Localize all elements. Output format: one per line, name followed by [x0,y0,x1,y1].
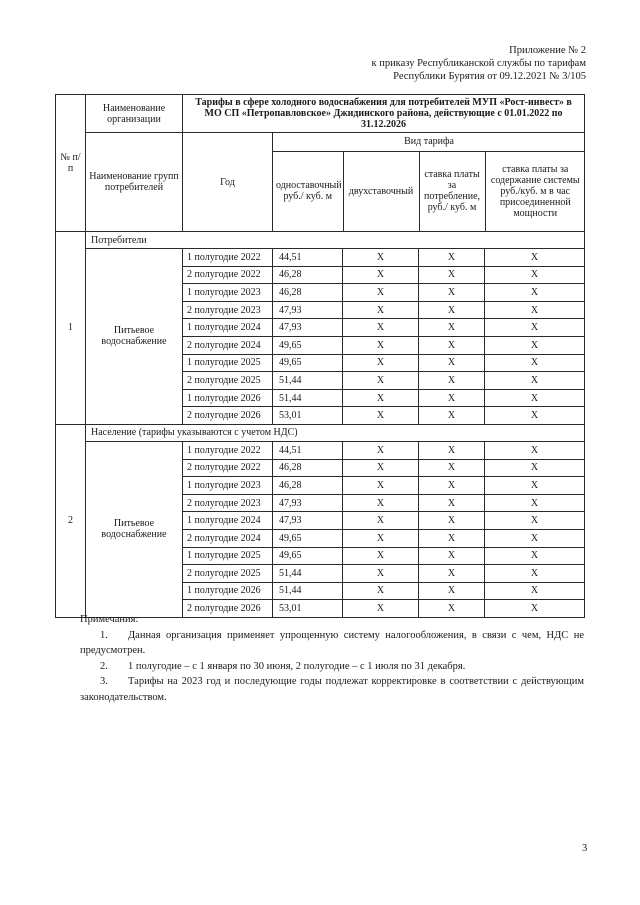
maintenance-rate-cell: Х [485,565,585,583]
header-group: Наименование групп потребителей [86,133,183,232]
sub-consumption-rate: ставка платы за потребление, руб./ куб. м [419,151,485,231]
consumption-rate-cell: Х [419,249,485,267]
period-cell: 1 полугодие 2023 [183,284,273,302]
consumption-rate-cell: Х [419,301,485,319]
tariff-type-subtable [273,133,585,231]
two-rate-cell: Х [343,407,419,425]
consumer-category: Население (тарифы указываются с учетом НДС) [86,424,585,441]
note-3-num: 3. [100,676,108,687]
one-rate-cell: 47,93 [273,301,343,319]
maintenance-rate-cell: Х [485,266,585,284]
note-3-text: Тарифы на 2023 год и последующие годы подлежат корректировке в соответствии с действующим законодательством. [80,676,584,703]
one-rate-cell: 49,65 [273,354,343,372]
appendix-number: Приложение № 2 [509,45,586,56]
note-1-text: Данная организация применяет упрощенную систему налогообложения, в связи с чем, НДС не предусмотрен. [80,629,584,656]
appendix-order-date: Республики Бурятия от 09.12.2021 № 3/105 [393,71,586,82]
consumption-rate-cell: Х [419,284,485,302]
consumption-rate-cell: Х [419,494,485,512]
maintenance-rate-cell: Х [485,600,585,618]
tariff-type-label: Вид тарифа [273,133,585,151]
period-cell: 1 полугодие 2025 [183,354,273,372]
one-rate-cell: 44,51 [273,249,343,267]
maintenance-rate-cell: Х [485,319,585,337]
period-cell: 1 полугодие 2026 [183,582,273,600]
one-rate-cell: 53,01 [273,407,343,425]
two-rate-cell: Х [343,354,419,372]
one-rate-cell: 46,28 [273,266,343,284]
period-cell: 1 полугодие 2022 [183,441,273,459]
note-2-num: 2. [100,660,108,672]
period-cell: 2 полугодие 2023 [183,301,273,319]
maintenance-rate-cell: Х [485,336,585,354]
one-rate-cell: 51,44 [273,582,343,600]
one-rate-cell: 46,28 [273,284,343,302]
note-2 [80,659,584,675]
group-number: 1 [56,232,86,425]
consumption-rate-cell: Х [419,441,485,459]
notes [80,612,584,705]
maintenance-rate-cell: Х [485,389,585,407]
consumption-rate-cell: Х [419,336,485,354]
header-num: № п/п [56,95,86,232]
maintenance-rate-cell: Х [485,582,585,600]
maintenance-rate-cell: Х [485,284,585,302]
period-cell: 2 полугодие 2024 [183,336,273,354]
consumption-rate-cell: Х [419,319,485,337]
consumer-category: Потребители [86,232,585,249]
two-rate-cell: Х [343,565,419,583]
consumption-rate-cell: Х [419,407,485,425]
one-rate-cell: 47,93 [273,319,343,337]
period-cell: 2 полугодие 2026 [183,600,273,618]
period-cell: 2 полугодие 2023 [183,494,273,512]
one-rate-cell: 51,44 [273,565,343,583]
period-cell: 1 полугодие 2026 [183,389,273,407]
period-cell: 2 полугодие 2026 [183,407,273,425]
period-cell: 1 полугодие 2022 [183,249,273,267]
consumption-rate-cell: Х [419,477,485,495]
one-rate-cell: 46,28 [273,477,343,495]
one-rate-cell: 47,93 [273,494,343,512]
note-2-text: 1 полугодие – с 1 января по 30 июня, 2 полугодие – с 1 июля по 31 декабря. [128,660,466,672]
period-cell: 1 полугодие 2024 [183,512,273,530]
supply-type: Питьевое водоснабжение [86,249,183,425]
period-cell: 2 полугодие 2025 [183,372,273,390]
appendix-header [371,44,586,83]
sub-two-rate: двухставочный [343,151,419,231]
two-rate-cell: Х [343,249,419,267]
consumption-rate-cell: Х [419,600,485,618]
two-rate-cell: Х [343,284,419,302]
one-rate-cell: 53,01 [273,600,343,618]
tariff-table [55,94,585,618]
sub-maintenance-rate: ставка платы за содержание системы руб./куб. м в час присоединенной мощности [490,163,580,219]
appendix-order-ref: к приказу Республиканской службы по тарифам [371,58,586,69]
consumption-rate-cell: Х [419,565,485,583]
consumption-rate-cell: Х [419,459,485,477]
two-rate-cell: Х [343,441,419,459]
maintenance-rate-cell: Х [485,372,585,390]
table-row [56,249,585,267]
table-title: Тарифы в сфере холодного водоснабжения для потребителей МУП «Рост-инвест» в МО СП «Петропавловское» Джидинского района, действующие с 01.01.2022 по 31.12.2026 [183,95,585,133]
period-cell: 2 полугодие 2024 [183,529,273,547]
maintenance-rate-cell: Х [485,494,585,512]
category-row [56,232,585,249]
consumption-rate-cell: Х [419,582,485,600]
header-tariff-type [273,133,585,232]
maintenance-rate-cell: Х [485,459,585,477]
consumption-rate-cell: Х [419,389,485,407]
one-rate-cell: 49,65 [273,336,343,354]
maintenance-rate-cell: Х [485,547,585,565]
period-cell: 2 полугодие 2025 [183,565,273,583]
period-cell: 1 полугодие 2023 [183,477,273,495]
consumption-rate-cell: Х [419,512,485,530]
maintenance-rate-cell: Х [485,301,585,319]
header-org: Наименование организации [86,95,183,133]
header-year: Год [183,133,273,232]
one-rate-cell: 46,28 [273,459,343,477]
two-rate-cell: Х [343,372,419,390]
supply-type: Питьевое водоснабжение [86,441,183,617]
page-number: 3 [582,843,588,854]
two-rate-cell: Х [343,547,419,565]
maintenance-rate-cell: Х [485,407,585,425]
maintenance-rate-cell: Х [485,477,585,495]
two-rate-cell: Х [343,319,419,337]
notes-heading: Примечания: [80,614,139,625]
note-3 [80,674,584,705]
two-rate-cell: Х [343,494,419,512]
two-rate-cell: Х [343,477,419,495]
maintenance-rate-cell: Х [485,441,585,459]
two-rate-cell: Х [343,529,419,547]
category-row [56,424,585,441]
two-rate-cell: Х [343,301,419,319]
period-cell: 2 полугодие 2022 [183,266,273,284]
two-rate-cell: Х [343,389,419,407]
two-rate-cell: Х [343,459,419,477]
one-rate-cell: 49,65 [273,529,343,547]
two-rate-cell: Х [343,512,419,530]
consumption-rate-cell: Х [419,266,485,284]
consumption-rate-cell: Х [419,372,485,390]
table-row [56,441,585,459]
consumption-rate-cell: Х [419,547,485,565]
maintenance-rate-cell: Х [485,354,585,372]
two-rate-cell: Х [343,600,419,618]
two-rate-cell: Х [343,266,419,284]
one-rate-cell: 49,65 [273,547,343,565]
consumption-rate-cell: Х [419,354,485,372]
maintenance-rate-cell: Х [485,512,585,530]
two-rate-cell: Х [343,336,419,354]
one-rate-cell: 51,44 [273,389,343,407]
note-1-num: 1. [100,629,108,641]
period-cell: 1 полугодие 2025 [183,547,273,565]
consumption-rate-cell: Х [419,529,485,547]
note-1 [80,628,584,659]
sub-one-rate: одноставочный руб./ куб. м [273,151,343,231]
period-cell: 2 полугодие 2022 [183,459,273,477]
maintenance-rate-cell: Х [485,249,585,267]
one-rate-cell: 47,93 [273,512,343,530]
one-rate-cell: 44,51 [273,441,343,459]
period-cell: 1 полугодие 2024 [183,319,273,337]
group-number: 2 [56,424,86,617]
one-rate-cell: 51,44 [273,372,343,390]
maintenance-rate-cell: Х [485,529,585,547]
two-rate-cell: Х [343,582,419,600]
